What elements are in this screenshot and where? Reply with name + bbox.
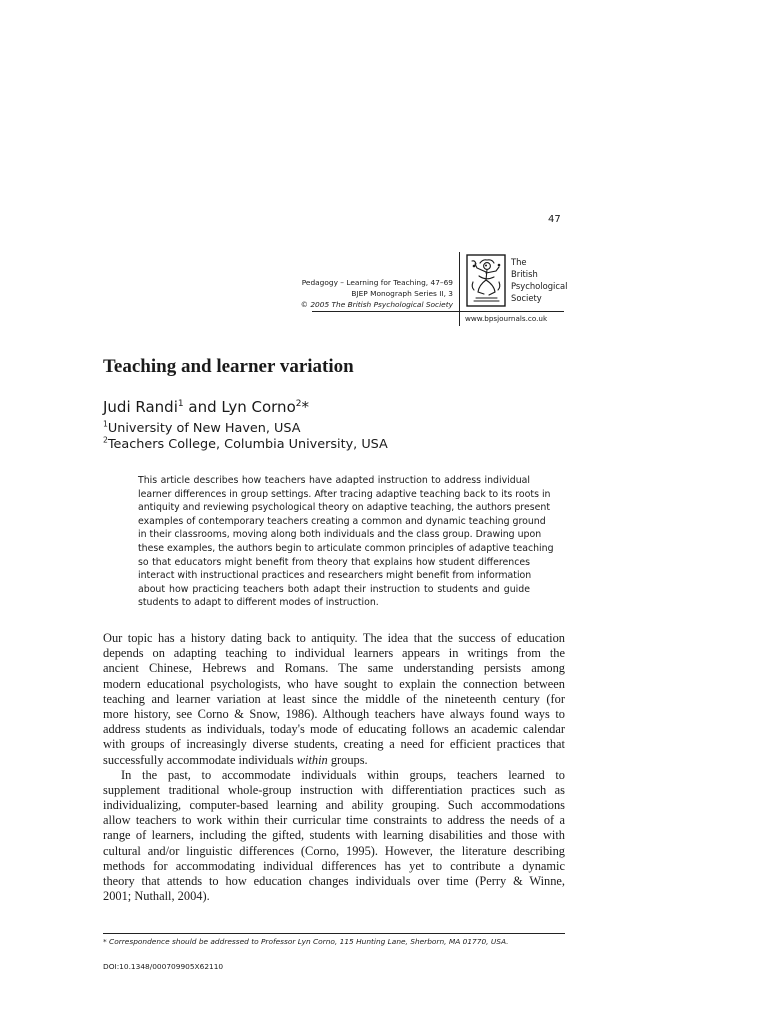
- header-divider-horizontal: [312, 311, 564, 312]
- paragraph-line: cultural and/or linguistic differences (Corno, 1995). However, the literature describing: [103, 843, 565, 858]
- paragraph-line: 2001; Nuthall, 2004).: [103, 889, 210, 904]
- article-title: Teaching and learner variation: [103, 356, 354, 377]
- emphasis-text: within: [296, 752, 328, 767]
- abstract: [138, 474, 554, 610]
- society-name-line: The: [511, 257, 527, 267]
- paragraph-line: ancient Chinese, Hebrews and Romans. The same understanding persists among: [103, 661, 565, 676]
- paragraph-line: modern educational psychologists, who have sought to explain the connection between: [103, 676, 565, 691]
- abstract-line: This article describes how teachers have adapted instruction to address individual: [138, 475, 530, 486]
- author-name: Judi Randi: [103, 398, 178, 416]
- society-name-line: Society: [511, 293, 542, 303]
- affiliation-marker: 1: [177, 399, 184, 409]
- paragraph-line: In the past, to accommodate individuals within groups, teachers learned to: [121, 767, 565, 782]
- paragraph-line: allow teachers to work within their curricular time constraints to address the needs of a: [103, 813, 565, 828]
- abstract-line: interact with instructional practices and researchers might benefit from information: [138, 570, 532, 582]
- footnote-divider: [103, 933, 565, 934]
- society-name-line: Psychological: [511, 281, 568, 291]
- bps-figure-logo-icon: [466, 254, 506, 307]
- correspondence-marker: *: [301, 398, 309, 416]
- affiliation-number: 2: [103, 435, 108, 445]
- paragraph-line: more history, see Corno & Snow, 1986). Although teachers have always found ways to: [103, 706, 565, 721]
- paragraph-line: theory that attends to how education changes individuals over time (Perry & Winne,: [103, 874, 565, 888]
- abstract-line: so that educators might benefit from theory that explains how student differences: [138, 556, 530, 568]
- abstract-line: in their classrooms, moving along both individuals and the class group. Drawing upon: [138, 529, 542, 541]
- affiliation-text: Teachers College, Columbia University, USA: [107, 437, 388, 452]
- paragraph-line: with groups of increasingly diverse students, creating a need for efficient practices that: [103, 737, 565, 752]
- author-conjunction: and: [183, 398, 222, 416]
- doi: DOI:10.1348/000709905X62110: [103, 962, 224, 971]
- body-text: [103, 631, 565, 904]
- abstract-line: examples of contemporary teachers creating a common and dynamic teaching ground: [138, 515, 546, 527]
- paragraph-line: Our topic has a history dating back to antiquity. The idea that the success of education: [103, 631, 565, 645]
- journal-copyright: © 2005 The British Psychological Society: [300, 300, 453, 309]
- affiliation: [103, 421, 301, 436]
- author-line: [103, 398, 309, 416]
- affiliation-text: University of New Haven, USA: [107, 421, 301, 436]
- paragraph-line: teaching and learner variation at least since the middle of the nineteenth century (for: [103, 691, 565, 706]
- paragraph-line: supplement traditional whole-group instruction with differentiation practices such as: [103, 782, 565, 797]
- header-divider-vertical: [459, 252, 460, 326]
- paragraph-text: successfully accommodate individuals: [103, 752, 297, 767]
- affiliation-marker: 2: [295, 399, 302, 409]
- paragraph-line: depends on adapting teaching to individual learners appears in writings from the: [103, 646, 565, 661]
- abstract-line: learner differences in group settings. After tracing adaptive teaching back to its roots in: [138, 488, 551, 500]
- paragraph-line: methods for accommodating individual differences has yet to contribute a dynamic: [103, 858, 565, 873]
- website-link[interactable]: www.bpsjournals.co.uk: [465, 314, 548, 323]
- journal-series: BJEP Monograph Series II, 3: [351, 289, 453, 298]
- paragraph-line: address students as individuals, today's mode of educating follows an academic calendar: [103, 722, 565, 737]
- paragraph-line: individualizing, computer-based learning and ability grouping. Such accommodations: [103, 798, 565, 813]
- paragraph-text: groups.: [327, 752, 368, 767]
- abstract-line: about how practicing teachers both adapt their instruction to students and guide: [138, 583, 530, 595]
- abstract-line: antiquity and reviewing psychological theory on adaptive teaching, the authors present: [138, 502, 550, 514]
- journal-citation: Pedagogy – Learning for Teaching, 47–69: [301, 278, 453, 287]
- affiliation-number: 1: [103, 419, 108, 429]
- page-number: 47: [548, 214, 561, 225]
- society-name: [511, 256, 567, 304]
- affiliation: [103, 437, 388, 452]
- paragraph-line: [103, 753, 565, 768]
- abstract-line: these examples, the authors begin to articulate common principles of adaptive teaching: [138, 542, 554, 554]
- journal-info: [301, 277, 453, 310]
- footnote: * Correspondence should be addressed to Professor Lyn Corno, 115 Hunting Lane, Sherborn, MA 01770, USA.: [103, 937, 509, 946]
- society-name-line: British: [511, 269, 538, 279]
- author-name: Lyn Corno: [221, 398, 296, 416]
- abstract-line: students to adapt to different modes of instruction.: [138, 597, 379, 609]
- paragraph-line: range of learners, including the gifted, students with learning disabilities and those with: [103, 828, 565, 843]
